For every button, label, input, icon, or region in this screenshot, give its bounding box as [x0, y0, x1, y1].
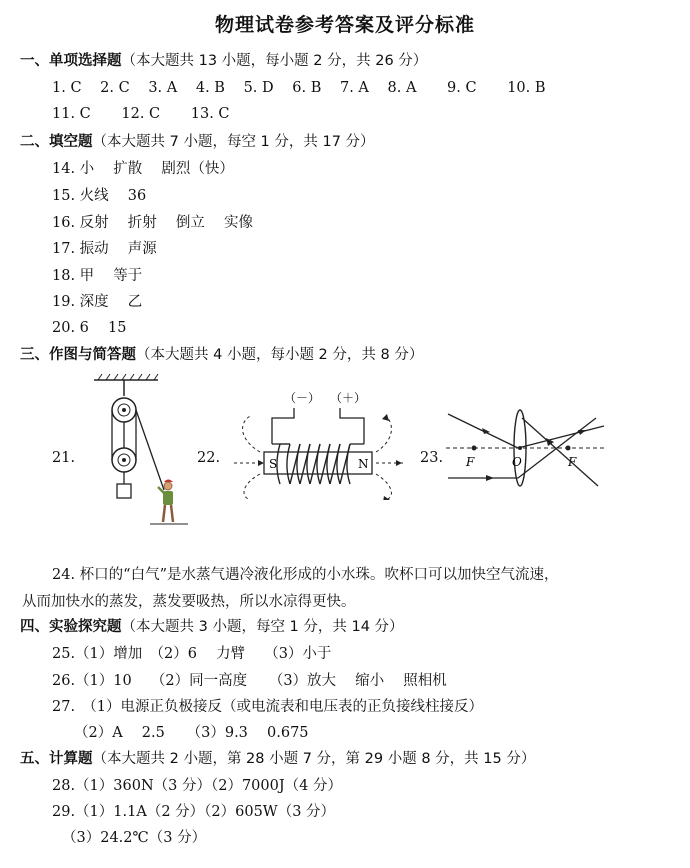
- wire-left: [272, 408, 294, 444]
- fill-answer-14: 14. 小 扩散 剧烈（快）: [52, 161, 234, 177]
- section-2-note: （本大题共 7 小题，每空 1 分，共 17 分）: [92, 134, 375, 150]
- pulley-diagram: [88, 372, 198, 540]
- mc-answer: 11. C: [52, 106, 91, 122]
- section-1-title: 一、单项选择题: [20, 53, 122, 69]
- north-pole-label: N: [358, 457, 369, 471]
- answer-29-part-2: （3）24.2℃（3 分）: [62, 830, 207, 846]
- plus-terminal-label: （＋）: [330, 391, 367, 405]
- focal-point-right: [566, 446, 571, 451]
- mc-answer: 2. C: [100, 80, 130, 96]
- page-title: 物理试卷参考答案及评分标准: [214, 14, 475, 36]
- minus-terminal-label: （－）: [284, 391, 321, 405]
- person-body: [163, 491, 173, 505]
- focal-label-left: F: [466, 455, 475, 469]
- fill-answer-19: 19. 深度 乙: [52, 294, 143, 310]
- answer-24-line-1: 24. 杯口的“白气”是水蒸气遇冷液化形成的小水珠。吹杯口可以加快空气流速，: [52, 567, 559, 583]
- weight-block: [117, 484, 131, 498]
- section-5-note: （本大题共 2 小题，第 28 小题 7 分，第 29 小题 8 分，共 15 分）: [92, 751, 536, 767]
- mc-answer: 4. B: [195, 80, 225, 96]
- mc-answer: 1. C: [52, 80, 82, 96]
- section-1-heading: [20, 51, 427, 71]
- mc-answer: 12. C: [121, 106, 161, 122]
- section-4-heading: [20, 617, 404, 637]
- section-3-title: 三、作图与简答题: [20, 347, 136, 363]
- optical-center-label: O: [512, 455, 522, 469]
- lens-diagram: [446, 408, 608, 494]
- mc-answer: 10. B: [507, 80, 546, 96]
- wire-right: [340, 408, 364, 444]
- section-2-title: 二、填空题: [20, 134, 93, 150]
- answer-25: 25.（1）增加 （2）6 力臂 （3）小于: [52, 646, 332, 662]
- answer-26: 26.（1）10 （2）同一高度 （3）放大 缩小 照相机: [52, 673, 447, 689]
- answer-29-part-1: 29.（1）1.1A（2 分）（2）605W（3 分）: [52, 804, 336, 820]
- mc-answer: 7. A: [339, 80, 369, 96]
- answer-27-part-1: 27. （1）电源正负极接反（或电流表和电压表的正负接线柱接反）: [52, 699, 484, 715]
- fill-answer-17: 17. 振动 声源: [52, 241, 157, 257]
- focal-point-left: [472, 446, 477, 451]
- mc-answer: 8. A: [387, 80, 417, 96]
- answer-28: 28.（1）360N（3 分）（2）7000J（4 分）: [52, 778, 343, 794]
- field-line: [243, 416, 260, 452]
- pull-rope: [136, 410, 164, 490]
- diagram-21-number: 21.: [52, 450, 76, 466]
- section-4-title: 四、实验探究题: [20, 619, 122, 635]
- person-head: [164, 482, 172, 490]
- mc-answer: 9. C: [447, 80, 477, 96]
- mc-answers-row-2: [52, 104, 230, 124]
- fill-answer-18: 18. 甲 等于: [52, 268, 143, 284]
- mc-answer: 6. B: [292, 80, 322, 96]
- south-pole-label: S: [269, 457, 278, 471]
- fill-answer-16: 16. 反射 折射 倒立 实像: [52, 215, 253, 231]
- diagram-23-number: 23.: [420, 450, 444, 466]
- field-line: [376, 416, 391, 452]
- fill-answer-15: 15. 火线 36: [52, 188, 147, 204]
- mc-answer: 5. D: [243, 80, 274, 96]
- mc-answer: 13. C: [190, 106, 230, 122]
- focal-label-right: F: [568, 455, 577, 469]
- section-3-note: （本大题共 4 小题，每小题 2 分，共 8 分）: [136, 347, 424, 363]
- field-line: [376, 474, 391, 500]
- mc-answer: 3. A: [148, 80, 178, 96]
- answer-27-part-2: （2）A 2.5 （3）9.3 0.675: [74, 725, 309, 741]
- ceiling-hatching: [98, 374, 158, 380]
- diagram-22-number: 22.: [197, 450, 221, 466]
- answer-24-line-2: 从而加快水的蒸发，蒸发要吸热，所以水凉得更快。: [22, 594, 356, 610]
- field-line: [244, 474, 260, 500]
- section-5-heading: [20, 749, 535, 769]
- section-2-heading: [20, 132, 375, 152]
- section-4-note: （本大题共 3 小题，每空 1 分，共 14 分）: [121, 619, 404, 635]
- mc-answers-row-1: [52, 78, 546, 98]
- section-1-note: （本大题共 13 小题，每小题 2 分，共 26 分）: [121, 53, 428, 69]
- ray-through-focus: [522, 418, 598, 486]
- section-5-title: 五、计算题: [20, 751, 93, 767]
- refracted-ray: [518, 418, 596, 478]
- solenoid-diagram: [232, 388, 407, 500]
- fill-answer-20: 20. 6 15: [52, 320, 127, 336]
- section-3-heading: [20, 345, 423, 365]
